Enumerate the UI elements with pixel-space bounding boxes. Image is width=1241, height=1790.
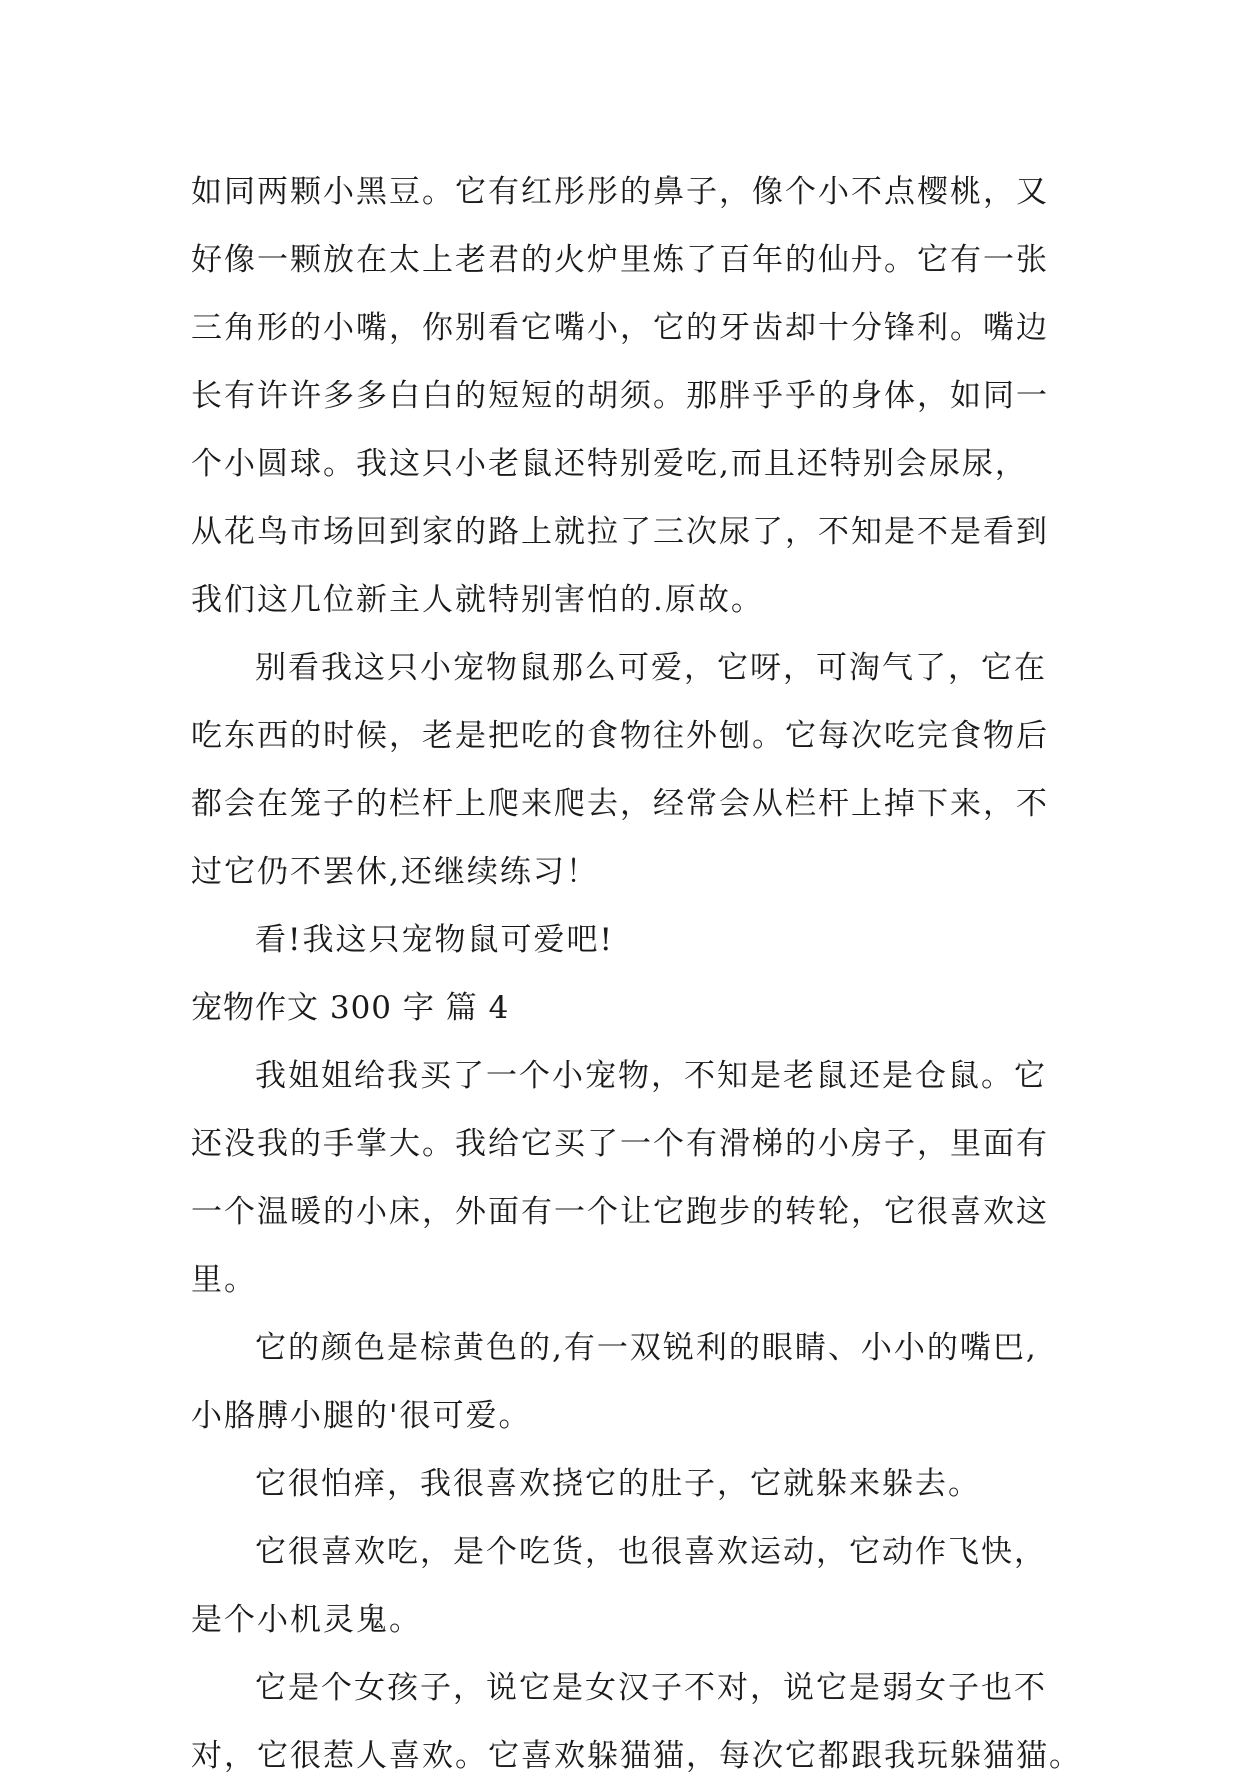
text-line: 一个温暖的小床，外面有一个让它跑步的转轮，它很喜欢这: [191, 1194, 1049, 1230]
paragraph-start-line: 它的颜色是棕黄色的,有一双锐利的眼睛、小小的嘴巴,: [255, 1330, 1038, 1366]
text-line: 个小圆球。我这只小老鼠还特别爱吃,而且还特别会尿尿，: [191, 446, 1028, 482]
text-line: 小胳膊小腿的'很可爱。: [191, 1398, 532, 1434]
text-line: 吃东西的时候，老是把吃的食物往外刨。它每次吃完食物后: [191, 718, 1049, 754]
text-line: 对，它很惹人喜欢。它喜欢躲猫猫，每次它都跟我玩躲猫猫。: [191, 1738, 1082, 1774]
paragraph-start-line: 它很怕痒，我很喜欢挠它的肚子，它就躲来躲去。: [255, 1466, 981, 1502]
paragraph-start-line: 我姐姐给我买了一个小宠物，不知是老鼠还是仓鼠。它: [255, 1058, 1047, 1094]
text-line: 我们这几位新主人就特别害怕的.原故。: [191, 582, 764, 618]
text-line: 长有许许多多白白的短短的胡须。那胖乎乎的身体，如同一: [191, 378, 1049, 414]
section-heading: 宠物作文 300 字 篇 4: [191, 990, 510, 1026]
paragraph-start-line: 别看我这只小宠物鼠那么可爱，它呀，可淘气了，它在: [255, 650, 1047, 686]
text-line: 三角形的小嘴，你别看它嘴小，它的牙齿却十分锋利。嘴边: [191, 310, 1049, 346]
text-line: 都会在笼子的栏杆上爬来爬去，经常会从栏杆上掉下来，不: [191, 786, 1049, 822]
text-line: 如同两颗小黑豆。它有红彤彤的鼻子，像个小不点樱桃，又: [191, 174, 1049, 210]
text-line: 还没我的手掌大。我给它买了一个有滑梯的小房子，里面有: [191, 1126, 1049, 1162]
paragraph-start-line: 它是个女孩子，说它是女汉子不对，说它是弱女子也不: [255, 1670, 1047, 1706]
paragraph-start-line: 它很喜欢吃，是个吃货，也很喜欢运动，它动作飞快，: [255, 1534, 1047, 1570]
document-body: [191, 158, 1082, 1790]
paragraph-start-line: 看!我这只宠物鼠可爱吧!: [255, 922, 614, 958]
text-line: 是个小机灵鬼。: [191, 1602, 422, 1638]
text-line: 从花鸟市场回到家的路上就拉了三次尿了，不知是不是看到: [191, 514, 1049, 550]
text-line: 好像一颗放在太上老君的火炉里炼了百年的仙丹。它有一张: [191, 242, 1049, 278]
text-line: 过它仍不罢休,还继续练习！: [191, 854, 599, 890]
text-line: 里。: [191, 1262, 257, 1298]
